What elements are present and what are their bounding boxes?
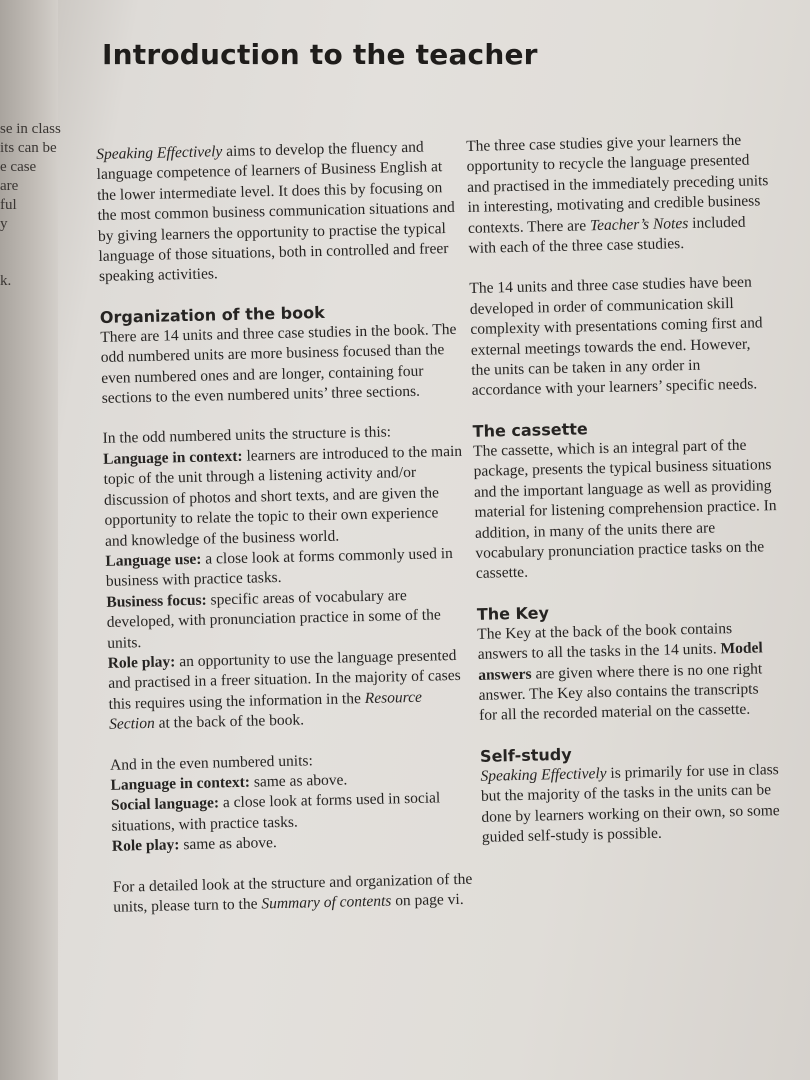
answers-bold: answers xyxy=(478,665,532,684)
text-span: answers to all the tasks in the 14 units. xyxy=(477,640,721,663)
item-label: Social language: xyxy=(110,794,220,815)
even-units-lead: And in the even numbered units: xyxy=(109,751,313,774)
intro-paragraph xyxy=(96,137,459,288)
intro-text: aims to develop the fluency and language competence of learners of Business English at the lower intermediate level. It does this by focusing on the most common business communication situations and by giving learners the opportunity to practise the typical language of those situations, both in controlled and freer speaking activities. xyxy=(96,138,456,286)
item-label: Business focus: xyxy=(106,591,207,611)
left-column xyxy=(96,137,473,918)
right-column xyxy=(466,129,810,848)
item-label: Language in context: xyxy=(102,447,243,468)
cassette-heading: The cassette xyxy=(472,419,588,441)
item-label: Role play: xyxy=(111,836,180,856)
text-line: The Key at the back of the book contains xyxy=(477,619,733,643)
text-line: and practised in the immediately preceding units xyxy=(466,171,769,196)
odd-units-lead: In the odd numbered units the structure is this: xyxy=(102,423,392,448)
text-line: addition, in many of the units there are xyxy=(474,518,716,542)
text-span: contexts. There are xyxy=(467,216,591,237)
text-line: for all the recorded material on the cassette. xyxy=(478,701,751,725)
item-text: a close look at forms commonly used in business with practice tasks. xyxy=(105,544,453,591)
text-line: and the important language as well as providing xyxy=(473,476,772,501)
page-title: Introduction to the teacher xyxy=(102,38,538,71)
resource-section-emphasis: Resource Section xyxy=(108,688,423,734)
text-line: developed in order of communication skill xyxy=(469,294,734,318)
model-bold: Model xyxy=(720,639,763,658)
text-line: but the majority of the tasks in the units can be xyxy=(480,781,772,805)
text-line: The three case studies give your learners the xyxy=(466,131,742,155)
closing-text: For a detailed look at the structure and organization of the units, please turn to the xyxy=(112,870,473,916)
odd-unit-item xyxy=(103,442,465,552)
text-line: material for listening comprehension practice. In xyxy=(474,497,777,521)
text-line: answer. The Key also contains the transcripts xyxy=(478,680,759,704)
item-label: Language use: xyxy=(105,550,202,570)
case-studies-paragraph xyxy=(466,129,810,259)
organization-paragraph: There are 14 units and three case studies in the book. The odd numbered units are more business focused than the even numbered ones and are longer, containing four sections to the even numbered units’ three sections. xyxy=(100,320,457,407)
item-text: an opportunity to use the language presented and practised in a freer situation. In the majority of cases this requires using the information in the xyxy=(108,646,461,713)
text-line: opportunity to recycle the language presented xyxy=(466,151,750,176)
item-label: Language in context: xyxy=(110,773,251,794)
text-line: The 14 units and three case studies have been xyxy=(469,273,752,298)
cassette-paragraph xyxy=(473,434,810,585)
teachers-notes-emphasis: Teacher’s Notes xyxy=(589,214,689,234)
text-span: are given where there is no one right xyxy=(531,659,763,683)
closing-text: on page vi. xyxy=(391,890,464,910)
text-span: is primarily for use in class xyxy=(606,760,779,782)
item-text: learners are introduced to the main topic of the unit through a listening activity and/or discussion of photos and short texts, and are given the opportunity to relate the topic to their own experience and knowledge of the business world. xyxy=(103,442,463,550)
text-line: the units can be taken in any order in xyxy=(471,356,701,380)
text-line: complexity with presentations coming first and xyxy=(470,314,763,339)
key-heading: The Key xyxy=(476,602,550,624)
fragment-line: are xyxy=(0,178,19,194)
text-line: cassette. xyxy=(475,564,529,583)
adjacent-page-fragment xyxy=(0,120,70,291)
item-text: specific areas of vocabulary are developed, with pronunciation practice in some of the units. xyxy=(106,586,441,652)
book-title-emphasis: Speaking Effectively xyxy=(96,143,223,163)
item-text: at the back of the book. xyxy=(154,711,305,732)
fragment-line: ful xyxy=(0,197,17,213)
order-paragraph xyxy=(469,272,810,402)
text-line: external meetings towards the end. However, xyxy=(470,335,751,359)
text-line: guided self-study is possible. xyxy=(481,824,663,846)
self-study-paragraph xyxy=(480,759,810,848)
summary-emphasis: Summary of contents xyxy=(261,892,392,913)
text-line: accordance with your learners’ specific needs. xyxy=(471,375,758,400)
self-study-heading: Self-study xyxy=(479,744,572,766)
text-line: package, presents the typical business situations xyxy=(473,456,772,481)
text-line: with each of the three case studies. xyxy=(468,235,685,258)
closing-paragraph xyxy=(113,869,474,918)
fragment-line: y xyxy=(0,216,8,232)
text-line: The cassette, which is an integral part of the xyxy=(472,436,747,460)
odd-unit-role-play xyxy=(108,646,470,736)
key-paragraph xyxy=(477,617,810,727)
book-title-emphasis: Speaking Effectively xyxy=(480,764,607,785)
item-text: a close look at forms used in social situations, with practice tasks. xyxy=(111,789,441,835)
fragment-line: its can be xyxy=(0,140,57,156)
item-label: Role play: xyxy=(107,653,176,672)
text-line: in interesting, motivating and credible business xyxy=(467,192,761,217)
text-line: vocabulary pronunciation practice tasks on the xyxy=(475,538,765,562)
text-span: included xyxy=(688,213,746,232)
item-text: same as above. xyxy=(249,771,348,791)
organization-heading: Organization of the book xyxy=(99,302,325,327)
fragment-line: se in class xyxy=(0,121,61,137)
item-text: same as above. xyxy=(179,834,277,854)
text-line: done by learners working on their own, so some xyxy=(481,801,780,826)
fragment-line: e case xyxy=(0,159,37,175)
fragment-line: k. xyxy=(0,273,12,289)
odd-unit-item xyxy=(106,584,467,653)
